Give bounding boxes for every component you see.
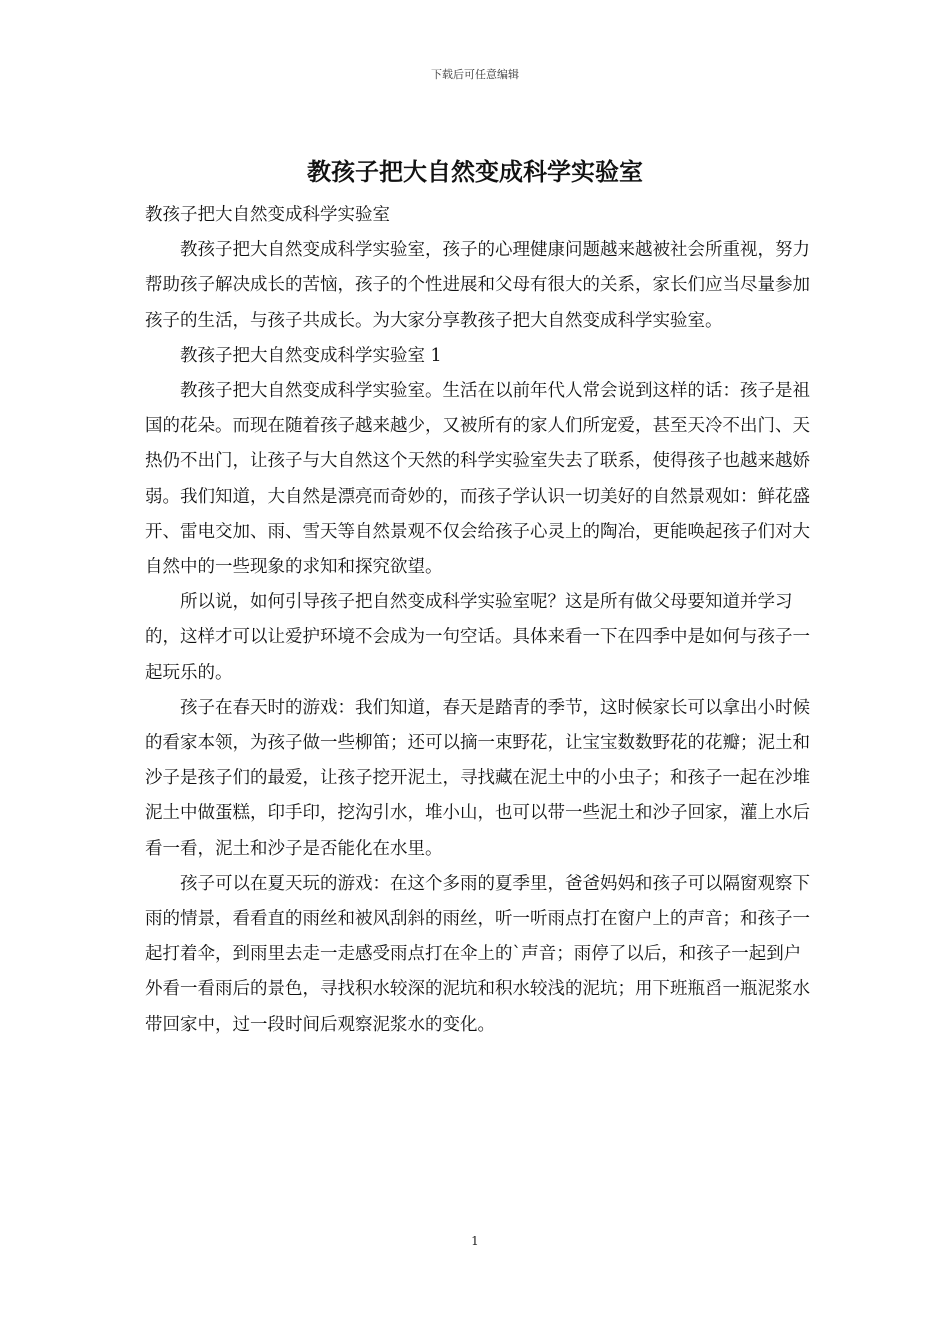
subtitle-paragraph: 教孩子把大自然变成科学实验室 — [145, 205, 390, 225]
intro-paragraph: 教孩子把大自然变成科学实验室，孩子的心理健康问题越来越被社会所重视，努力帮助孩子解决成长的苦恼，孩子的个性进展和父母有很大的关系，家长们应当尽量参加孩子的生活，与孩子共成长。为大家分享教孩子把大自然变成科学实验室。 — [145, 240, 810, 331]
document-body — [145, 198, 810, 1043]
body-paragraph: 孩子在春天时的游戏：我们知道，春天是踏青的季节，这时候家长可以拿出小时候的看家本领，为孩子做一些柳笛；还可以摘一束野花，让宝宝数数野花的花瓣；泥土和沙子是孩子们的最爱，让孩子挖开泥土，寻找藏在泥土中的小虫子；和孩子一起在沙堆泥土中做蛋糕，印手印，挖沟引水，堆小山，也可以带一些泥土和沙子回家，灌上水后看一看，泥土和沙子是否能化在水里。 — [145, 697, 810, 859]
document-title: 教孩子把大自然变成科学实验室 — [307, 157, 643, 186]
body-paragraph: 孩子可以在夏天玩的游戏：在这个多雨的夏季里，爸爸妈妈和孩子可以隔窗观察下雨的情景，看看直的雨丝和被风刮斜的雨丝，听一听雨点打在窗户上的声音；和孩子一起打着伞，到雨里去走一走感受雨点打在伞上的`声音；雨停了以后，和孩子一起到户外看一看雨后的景色，寻找积水较深的泥坑和积水较浅的泥坑；用下班瓶舀一瓶泥浆水带回家中，过一段时间后观察泥浆水的变化。 — [145, 873, 810, 1035]
body-paragraph: 所以说，如何引导孩子把自然变成科学实验室呢？这是所有做父母要知道并学习的，这样才可以让爱护环境不会成为一句空话。具体来看一下在四季中是如何与孩子一起玩乐的。 — [145, 592, 810, 683]
page-number: 1 — [471, 1234, 479, 1248]
header-note: 下载后可任意编辑 — [431, 68, 519, 81]
body-paragraph: 教孩子把大自然变成科学实验室。生活在以前年代人常会说到这样的话：孩子是祖国的花朵。而现在随着孩子越来越少，又被所有的家人们所宠爱，甚至天冷不出门、天热仍不出门，让孩子与大自然这个天然的科学实验室失去了联系，使得孩子也越来越娇弱。我们知道，大自然是漂亮而奇妙的，而孩子学认识一切美好的自然景观如：鲜花盛开、雷电交加、雨、雪天等自然景观不仅会给孩子心灵上的陶冶，更能唤起孩子们对大自然中的一些现象的求知和探究欲望。 — [145, 381, 810, 578]
section-heading-paragraph: 教孩子把大自然变成科学实验室 1 — [180, 345, 442, 366]
